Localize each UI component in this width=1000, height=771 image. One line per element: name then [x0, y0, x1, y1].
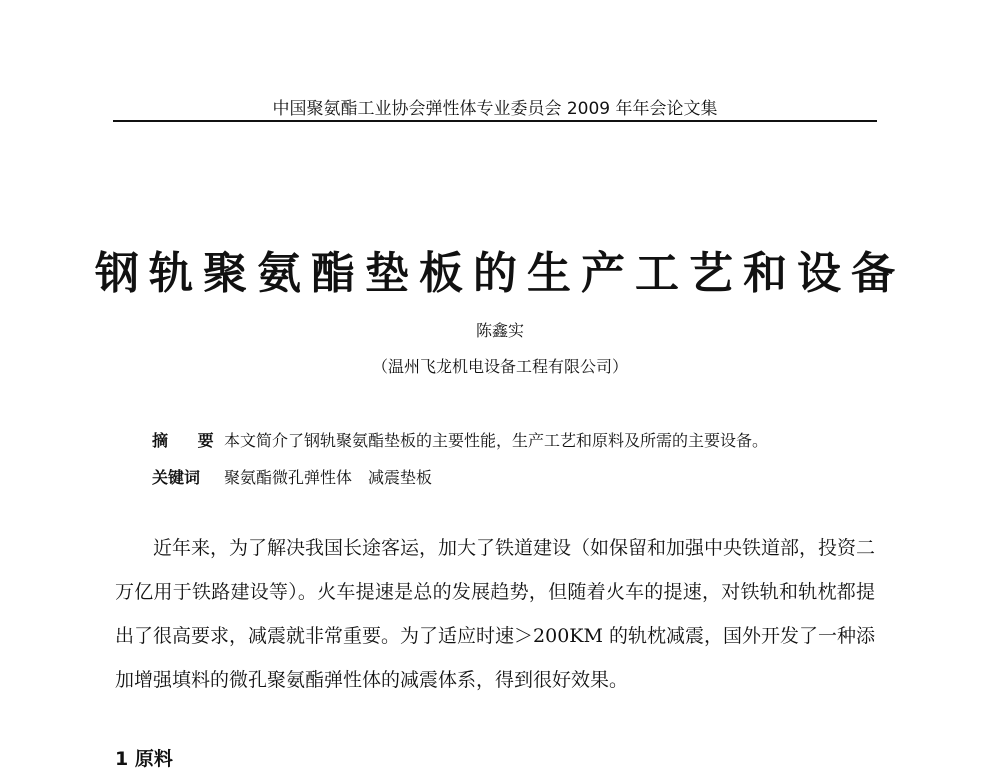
running-header: 中国聚氨酯工业协会弹性体专业委员会 2009 年年会论文集	[272, 99, 718, 119]
abstract-label: 摘 要	[152, 431, 226, 450]
author-affiliation: （温州飞龙机电设备工程有限公司）	[371, 357, 628, 376]
keywords-label: 关键词	[152, 468, 201, 487]
abstract	[152, 428, 768, 451]
header-rule	[113, 120, 877, 122]
keywords	[152, 465, 432, 488]
abstract-text: 本文简介了钢轨聚氨酯垫板的主要性能，生产工艺和原料及所需的主要设备。	[224, 431, 769, 450]
author-name: 陈鑫实	[475, 321, 524, 340]
section-heading: 1 原料	[115, 748, 173, 770]
keywords-text: 聚氨酯微孔弹性体 减震垫板	[224, 468, 433, 487]
body-paragraph: 近年来，为了解决我国长途客运，加大了铁道建设（如保留和加强中央铁道部，投资二万亿用于铁路建设等）。火车提速是总的发展趋势，但随着火车的提速，对铁轨和轨枕都提出了很高要求，减震就非常重要。为了适应时速＞200KM 的轨枕减震，国外开发了一种添加增强填料的微孔聚氨酯弹性体的减震体系，得到很好效果。	[115, 537, 876, 691]
paper-title: 钢轨聚氨酯垫板的生产工艺和设备	[95, 248, 905, 299]
body-text	[115, 526, 875, 702]
